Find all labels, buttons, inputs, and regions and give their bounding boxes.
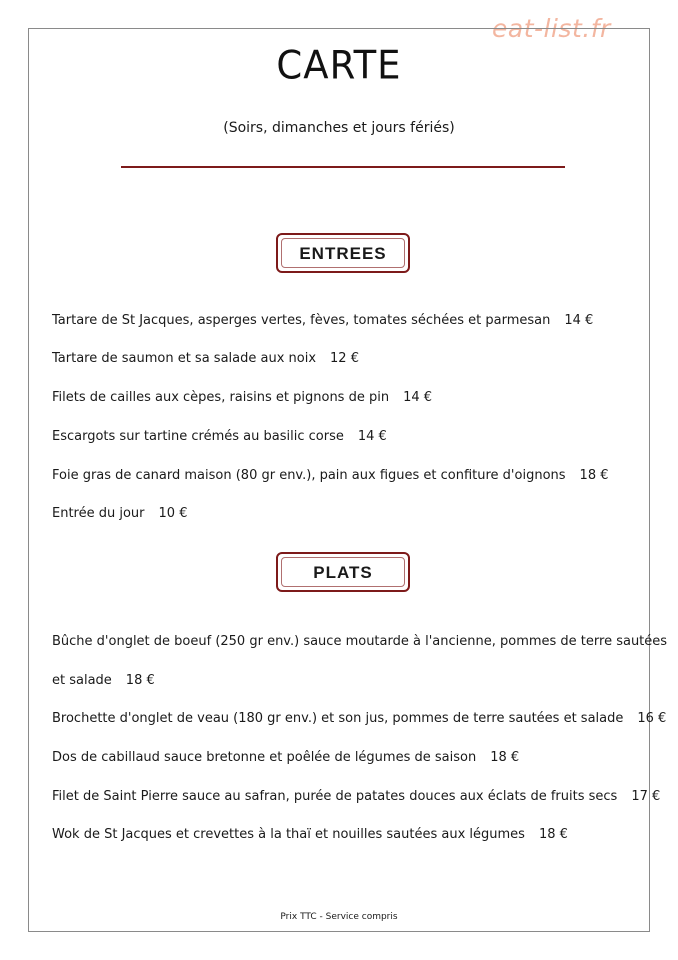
menu-item-name: Wok de St Jacques et crevettes à la thaï et nouilles sautées aux légumes xyxy=(52,827,525,842)
menu-item-price: 18 € xyxy=(579,468,609,483)
menu-item xyxy=(52,711,666,726)
menu-item-name: Foie gras de canard maison (80 gr env.), pain aux figues et confiture d'oignons xyxy=(52,468,566,483)
section-heading-label: ENTREES xyxy=(299,244,387,263)
menu-item-name: Bûche d'onglet de boeuf (250 gr env.) sauce moutarde à l'ancienne, pommes de terre sautées xyxy=(52,634,668,649)
menu-subtitle: (Soirs, dimanches et jours fériés) xyxy=(223,120,455,136)
menu-item-continuation xyxy=(52,673,155,688)
section-heading-entrees xyxy=(276,233,410,273)
section-heading-label: PLATS xyxy=(313,563,373,582)
menu-item-name: Filets de cailles aux cèpes, raisins et pignons de pin xyxy=(52,390,390,405)
menu-item xyxy=(52,506,187,521)
menu-item-name: Dos de cabillaud sauce bretonne et poêlée de légumes de saison xyxy=(52,750,477,765)
menu-item-name-continued: et salade xyxy=(52,673,112,688)
menu-item-price: 16 € xyxy=(637,711,667,726)
menu-item xyxy=(52,429,387,444)
menu-item-price: 18 € xyxy=(538,827,568,842)
menu-item xyxy=(52,750,519,765)
menu-item-price: 12 € xyxy=(330,351,359,366)
footer-note: Prix TTC - Service compris xyxy=(280,912,398,922)
menu-item-price: 17 € xyxy=(631,789,661,804)
menu-item-price: 14 € xyxy=(564,313,594,328)
menu-item-name: Tartare de saumon et sa salade aux noix xyxy=(52,351,317,366)
divider-rule xyxy=(121,166,565,168)
menu-item xyxy=(52,468,609,483)
menu-item xyxy=(52,827,568,842)
menu-item-name: Escargots sur tartine crémés au basilic corse xyxy=(52,429,344,444)
menu-item-price: 14 € xyxy=(403,390,433,405)
menu-item-name: Tartare de St Jacques, asperges vertes, fèves, tomates séchées et parmesan xyxy=(52,313,551,328)
menu-title: CARTE xyxy=(276,42,402,89)
menu-item-name: Filet de Saint Pierre sauce au safran, purée de patates douces aux éclats de fruits secs xyxy=(52,789,618,804)
menu-item xyxy=(52,313,593,328)
menu-item-name: Brochette d'onglet de veau (180 gr env.) et son jus, pommes de terre sautées et salade xyxy=(52,711,624,726)
menu-item xyxy=(52,789,660,804)
menu-item-price: 14 € xyxy=(357,429,387,444)
menu-item xyxy=(52,390,432,405)
menu-item-price: 10 € xyxy=(158,506,188,521)
menu-item xyxy=(52,634,667,649)
menu-item-name: Entrée du jour xyxy=(52,506,145,521)
menu-item-price: 18 € xyxy=(125,673,155,688)
menu-item xyxy=(52,351,359,366)
section-heading-plats xyxy=(276,552,410,592)
menu-item-price: 18 € xyxy=(490,750,520,765)
watermark: eat-list.fr xyxy=(492,14,611,43)
